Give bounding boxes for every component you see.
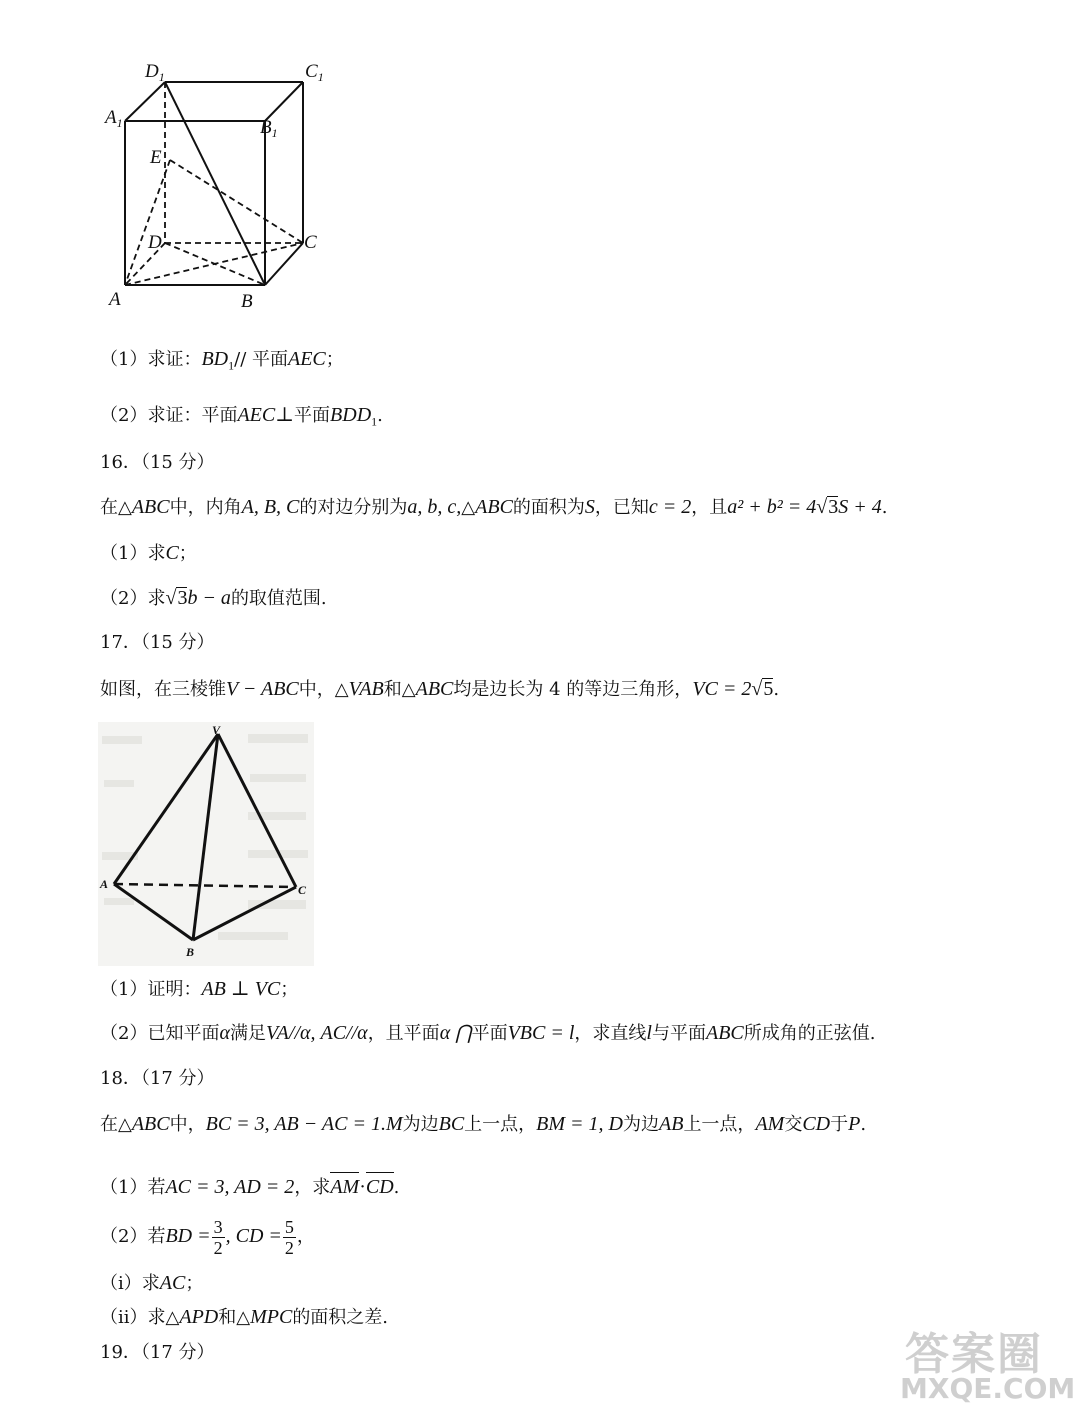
q17-part2: （2）已知平面α满足VA//α, AC//α，且平面α ⋂平面VBC = l，求直线l与平面ABC所成角的正弦值. [100, 1022, 876, 1044]
q18-stem: 在△ABC中，BC = 3, AB − AC = 1.M为边BC上一点，BM = 1, D为边AB上一点，AM交CD于P. [100, 1113, 867, 1135]
label-C: C [304, 232, 317, 253]
q16-part1: （1）求C； [100, 542, 197, 564]
q17-stem: 如图，在三棱锥V − ABC中，△VAB和△ABC均是边长为 4 的等边三角形，VC = 2√5. [100, 678, 780, 700]
label-B2: B [186, 945, 195, 959]
q17-part1: （1）证明：AB ⊥ VC； [100, 978, 299, 1000]
q18-part2-i: （i）求AC； [100, 1272, 204, 1294]
q15-part2: （2）求证：平面AEC⊥平面$BDD_1$. [100, 404, 383, 429]
q16-heading: 16．（15 分） [100, 452, 215, 473]
q18-part2: （2）若BD = $\frac{3}{2}$ , CD = $\frac{5}{2}$ ， [100, 1216, 315, 1258]
watermark-logo: 答案圈 [905, 1329, 1043, 1380]
label-B1: $B_1$ [260, 117, 278, 140]
q18-part1: （1）若AC = 3, AD = 2，求AM·CD. [100, 1168, 399, 1201]
q18-heading: 18．（17 分） [100, 1068, 215, 1089]
label-C2: C [298, 883, 307, 897]
figure-prism [100, 55, 340, 315]
q16-part2: （2）求√3b − a的取值范围. [100, 587, 327, 609]
q19-heading: 19．（17 分） [100, 1342, 215, 1363]
label-D: D [148, 232, 162, 253]
label-A: A [109, 289, 121, 310]
label-A1: $A_1$ [105, 107, 123, 130]
watermark-url: MXQE.COM [900, 1372, 1076, 1405]
label-A2: A [100, 877, 109, 891]
q15-part1: （1）求证：$BD_1//$ 平面AEC； [100, 348, 344, 373]
q18-part2-ii: （ii）求△APD和△MPC的面积之差. [100, 1306, 389, 1328]
figure-tetrahedron [98, 722, 314, 966]
label-B: B [241, 291, 253, 312]
q16-stem: 在△ABC中，内角A, B, C的对边分别为a, b, c,△ABC的面积为S，已知c = 2，且a² + b² = 4√3S + 4. [100, 496, 888, 518]
label-E: E [150, 147, 162, 168]
q17-heading: 17．（15 分） [100, 632, 215, 653]
label-V: V [212, 723, 221, 737]
label-C1: $C_1$ [305, 61, 324, 84]
label-D1: $D_1$ [145, 61, 165, 84]
